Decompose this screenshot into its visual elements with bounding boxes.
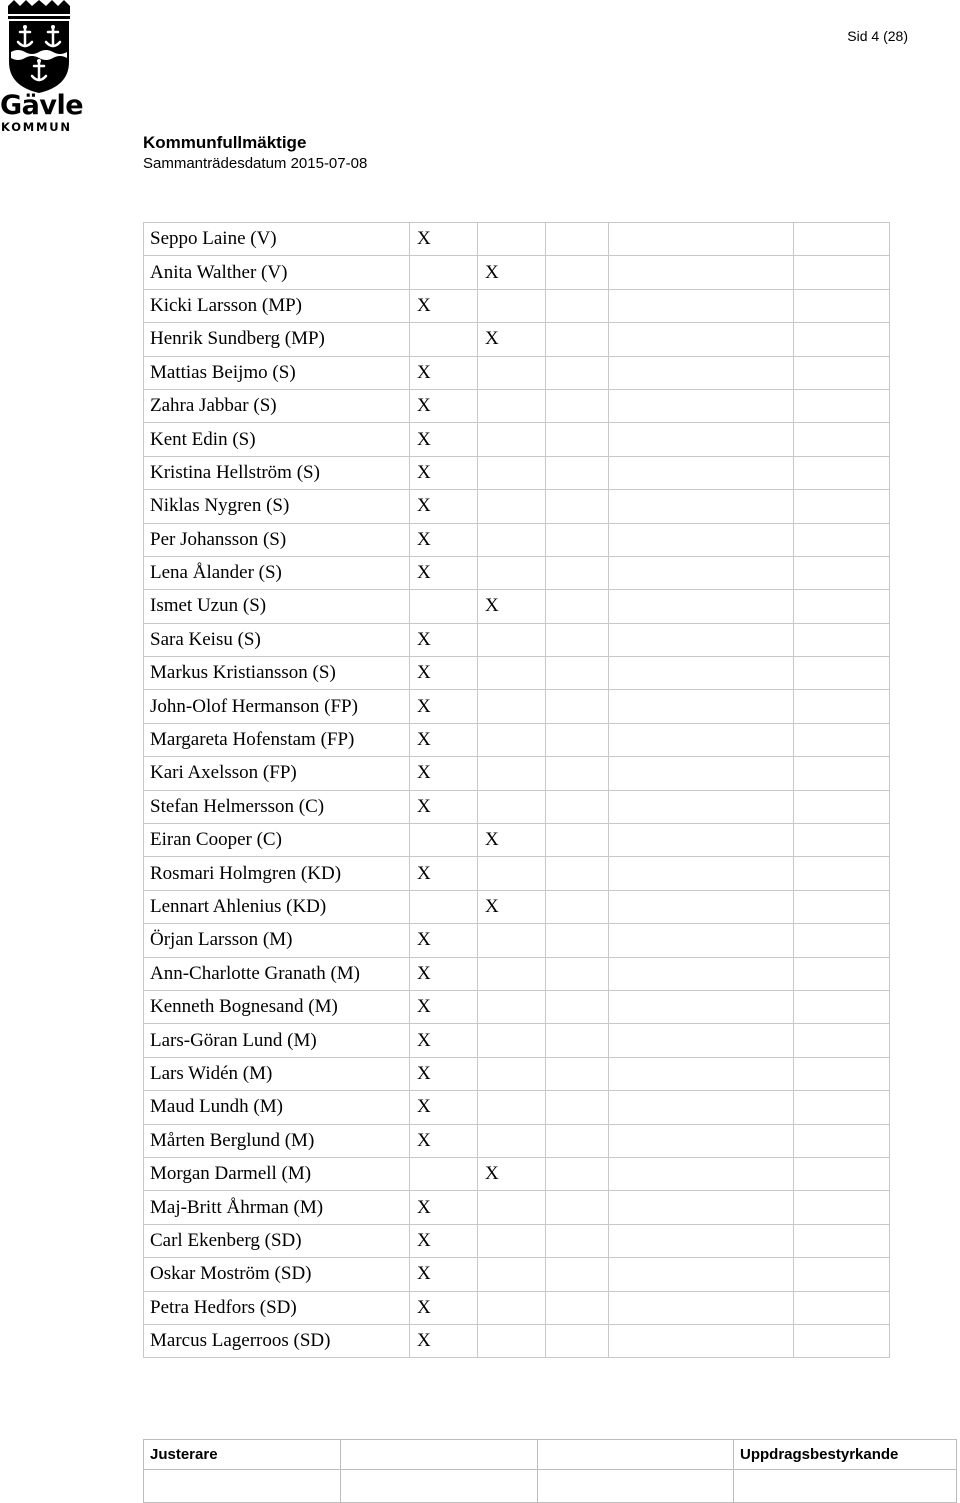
member-name: Mårten Berglund (M)	[144, 1124, 410, 1157]
vote-empty-cell	[794, 556, 890, 589]
vote-empty-cell	[546, 990, 609, 1023]
member-name: Niklas Nygren (S)	[144, 490, 410, 523]
vote-yes-cell	[410, 824, 478, 857]
document-title: Kommunfullmäktige	[143, 133, 307, 152]
vote-empty-cell	[609, 957, 794, 990]
coat-of-arms-icon	[0, 0, 78, 95]
vote-empty-cell	[546, 256, 609, 289]
member-name: Kristina Hellström (S)	[144, 456, 410, 489]
signature-cell-empty	[538, 1440, 734, 1470]
vote-empty-cell	[609, 1057, 794, 1090]
table-row	[144, 456, 890, 489]
meeting-date: Sammanträdesdatum 2015-07-08	[143, 155, 368, 172]
member-name: Kicki Larsson (MP)	[144, 289, 410, 322]
member-name: Kari Axelsson (FP)	[144, 757, 410, 790]
vote-yes-cell: X	[410, 1091, 478, 1124]
vote-empty-cell	[546, 289, 609, 322]
vote-empty-cell	[609, 824, 794, 857]
vote-empty-cell	[546, 523, 609, 556]
vote-yes-cell: X	[410, 790, 478, 823]
table-row	[144, 857, 890, 890]
table-row	[144, 1057, 890, 1090]
vote-empty-cell	[794, 723, 890, 756]
vote-no-cell	[478, 223, 546, 256]
vote-no-cell	[478, 857, 546, 890]
vote-empty-cell	[546, 590, 609, 623]
vote-empty-cell	[546, 690, 609, 723]
vote-empty-cell	[609, 590, 794, 623]
member-name: Lennart Ahlenius (KD)	[144, 890, 410, 923]
member-name: Margareta Hofenstam (FP)	[144, 723, 410, 756]
vote-yes-cell: X	[410, 1124, 478, 1157]
vote-empty-cell	[794, 1024, 890, 1057]
vote-empty-cell	[609, 356, 794, 389]
vote-no-cell: X	[478, 323, 546, 356]
table-row	[144, 389, 890, 422]
vote-yes-cell: X	[410, 556, 478, 589]
vote-empty-cell	[609, 990, 794, 1023]
member-name: Marcus Lagerroos (SD)	[144, 1324, 410, 1357]
vote-no-cell	[478, 389, 546, 422]
table-row	[144, 1258, 890, 1291]
vote-empty-cell	[609, 1124, 794, 1157]
vote-empty-cell	[546, 723, 609, 756]
member-name: Ismet Uzun (S)	[144, 590, 410, 623]
vote-yes-cell: X	[410, 223, 478, 256]
member-name: Seppo Laine (V)	[144, 223, 410, 256]
vote-no-cell	[478, 1024, 546, 1057]
vote-empty-cell	[794, 924, 890, 957]
vote-table	[143, 222, 890, 1358]
vote-empty-cell	[794, 1324, 890, 1357]
vote-no-cell	[478, 623, 546, 656]
vote-no-cell: X	[478, 256, 546, 289]
signature-box	[538, 1470, 734, 1503]
vote-yes-cell: X	[410, 924, 478, 957]
member-name: Lars-Göran Lund (M)	[144, 1024, 410, 1057]
table-row	[144, 556, 890, 589]
vote-empty-cell	[609, 924, 794, 957]
vote-empty-cell	[546, 1191, 609, 1224]
table-row	[144, 1124, 890, 1157]
vote-no-cell	[478, 1224, 546, 1257]
vote-yes-cell	[410, 1157, 478, 1190]
vote-empty-cell	[546, 556, 609, 589]
vote-yes-cell: X	[410, 423, 478, 456]
vote-yes-cell: X	[410, 523, 478, 556]
vote-empty-cell	[794, 323, 890, 356]
vote-empty-cell	[794, 490, 890, 523]
vote-empty-cell	[609, 757, 794, 790]
vote-empty-cell	[609, 890, 794, 923]
vote-empty-cell	[546, 423, 609, 456]
vote-no-cell	[478, 1291, 546, 1324]
table-row	[144, 1024, 890, 1057]
vote-no-cell	[478, 1191, 546, 1224]
vote-empty-cell	[546, 1024, 609, 1057]
table-row	[144, 957, 890, 990]
vote-empty-cell	[794, 990, 890, 1023]
vote-empty-cell	[609, 389, 794, 422]
vote-empty-cell	[546, 1224, 609, 1257]
vote-empty-cell	[794, 456, 890, 489]
member-name: Kent Edin (S)	[144, 423, 410, 456]
vote-empty-cell	[546, 857, 609, 890]
vote-empty-cell	[546, 824, 609, 857]
vote-empty-cell	[794, 523, 890, 556]
vote-empty-cell	[609, 1291, 794, 1324]
vote-empty-cell	[609, 490, 794, 523]
vote-yes-cell: X	[410, 289, 478, 322]
vote-yes-cell	[410, 323, 478, 356]
vote-no-cell	[478, 957, 546, 990]
vote-yes-cell: X	[410, 490, 478, 523]
member-name: Kenneth Bognesand (M)	[144, 990, 410, 1023]
vote-empty-cell	[546, 924, 609, 957]
signature-cell-empty	[341, 1440, 538, 1470]
member-name: Per Johansson (S)	[144, 523, 410, 556]
table-row	[144, 490, 890, 523]
justerare-label: Justerare	[144, 1440, 341, 1470]
gavle-kommun-logo	[0, 0, 84, 135]
vote-empty-cell	[546, 1124, 609, 1157]
vote-empty-cell	[794, 757, 890, 790]
vote-empty-cell	[609, 723, 794, 756]
table-row	[144, 423, 890, 456]
vote-empty-cell	[794, 1091, 890, 1124]
table-row	[144, 1157, 890, 1190]
vote-yes-cell	[410, 256, 478, 289]
vote-yes-cell: X	[410, 657, 478, 690]
vote-empty-cell	[546, 490, 609, 523]
vote-no-cell	[478, 490, 546, 523]
vote-no-cell	[478, 456, 546, 489]
vote-yes-cell: X	[410, 1024, 478, 1057]
vote-yes-cell	[410, 890, 478, 923]
vote-yes-cell: X	[410, 723, 478, 756]
vote-empty-cell	[794, 1057, 890, 1090]
table-row	[144, 890, 890, 923]
vote-empty-cell	[546, 1291, 609, 1324]
vote-no-cell	[478, 790, 546, 823]
vote-no-cell	[478, 423, 546, 456]
vote-no-cell	[478, 1091, 546, 1124]
member-name: Eiran Cooper (C)	[144, 824, 410, 857]
table-row	[144, 757, 890, 790]
vote-empty-cell	[546, 223, 609, 256]
table-row	[144, 356, 890, 389]
member-name: Lars Widén (M)	[144, 1057, 410, 1090]
vote-no-cell: X	[478, 1157, 546, 1190]
vote-empty-cell	[609, 657, 794, 690]
vote-empty-cell	[546, 657, 609, 690]
vote-empty-cell	[794, 256, 890, 289]
member-name: Rosmari Holmgren (KD)	[144, 857, 410, 890]
member-name: Maud Lundh (M)	[144, 1091, 410, 1124]
vote-empty-cell	[546, 389, 609, 422]
member-name: Markus Kristiansson (S)	[144, 657, 410, 690]
vote-empty-cell	[794, 1291, 890, 1324]
vote-empty-cell	[609, 623, 794, 656]
vote-no-cell	[478, 556, 546, 589]
vote-empty-cell	[794, 223, 890, 256]
vote-yes-cell: X	[410, 990, 478, 1023]
member-name: Sara Keisu (S)	[144, 623, 410, 656]
vote-yes-cell: X	[410, 1191, 478, 1224]
table-row	[144, 1291, 890, 1324]
vote-no-cell: X	[478, 890, 546, 923]
logo-subtitle: KOMMUN	[1, 120, 72, 134]
vote-empty-cell	[546, 1157, 609, 1190]
member-name: Stefan Helmersson (C)	[144, 790, 410, 823]
vote-no-cell	[478, 723, 546, 756]
vote-yes-cell: X	[410, 389, 478, 422]
member-name: Maj-Britt Åhrman (M)	[144, 1191, 410, 1224]
vote-yes-cell: X	[410, 1324, 478, 1357]
vote-empty-cell	[609, 256, 794, 289]
vote-empty-cell	[609, 857, 794, 890]
table-row	[144, 824, 890, 857]
vote-empty-cell	[794, 1224, 890, 1257]
member-name: Zahra Jabbar (S)	[144, 389, 410, 422]
vote-yes-cell: X	[410, 1258, 478, 1291]
table-row	[144, 1191, 890, 1224]
vote-empty-cell	[794, 423, 890, 456]
vote-yes-cell: X	[410, 957, 478, 990]
table-row	[144, 924, 890, 957]
vote-empty-cell	[546, 957, 609, 990]
vote-empty-cell	[609, 1258, 794, 1291]
vote-empty-cell	[546, 757, 609, 790]
vote-no-cell	[478, 1324, 546, 1357]
vote-yes-cell: X	[410, 1224, 478, 1257]
vote-no-cell	[478, 1057, 546, 1090]
vote-empty-cell	[609, 223, 794, 256]
table-row	[144, 256, 890, 289]
vote-empty-cell	[609, 456, 794, 489]
vote-empty-cell	[546, 1091, 609, 1124]
member-name: Morgan Darmell (M)	[144, 1157, 410, 1190]
member-name: Örjan Larsson (M)	[144, 924, 410, 957]
member-name: Lena Ålander (S)	[144, 556, 410, 589]
member-name: Carl Ekenberg (SD)	[144, 1224, 410, 1257]
vote-yes-cell: X	[410, 1057, 478, 1090]
vote-no-cell	[478, 289, 546, 322]
vote-empty-cell	[794, 957, 890, 990]
vote-empty-cell	[546, 1324, 609, 1357]
page-number: Sid 4 (28)	[847, 28, 908, 44]
vote-empty-cell	[609, 1091, 794, 1124]
signature-box	[144, 1470, 341, 1503]
table-row	[144, 1224, 890, 1257]
member-name: John-Olof Hermanson (FP)	[144, 690, 410, 723]
vote-empty-cell	[609, 323, 794, 356]
vote-no-cell	[478, 757, 546, 790]
vote-no-cell	[478, 990, 546, 1023]
table-row	[144, 623, 890, 656]
vote-empty-cell	[794, 890, 890, 923]
vote-no-cell	[478, 356, 546, 389]
member-name: Ann-Charlotte Granath (M)	[144, 957, 410, 990]
table-row	[144, 790, 890, 823]
vote-empty-cell	[609, 1324, 794, 1357]
vote-empty-cell	[609, 1157, 794, 1190]
vote-no-cell	[478, 690, 546, 723]
table-row	[144, 1324, 890, 1357]
signature-table	[143, 1439, 957, 1503]
table-row	[144, 690, 890, 723]
vote-empty-cell	[546, 323, 609, 356]
vote-yes-cell: X	[410, 356, 478, 389]
vote-empty-cell	[794, 657, 890, 690]
vote-empty-cell	[794, 1191, 890, 1224]
vote-empty-cell	[609, 690, 794, 723]
vote-empty-cell	[546, 890, 609, 923]
logo-wordmark: Gävle	[0, 90, 84, 121]
table-row	[144, 723, 890, 756]
vote-empty-cell	[609, 289, 794, 322]
member-name: Mattias Beijmo (S)	[144, 356, 410, 389]
uppdragsbestyrkande-label: Uppdragsbestyrkande	[734, 1440, 957, 1470]
table-row	[144, 590, 890, 623]
vote-yes-cell: X	[410, 757, 478, 790]
vote-table-body	[144, 223, 890, 1358]
vote-no-cell: X	[478, 590, 546, 623]
vote-empty-cell	[609, 1024, 794, 1057]
table-row	[144, 1091, 890, 1124]
vote-empty-cell	[546, 790, 609, 823]
vote-empty-cell	[609, 423, 794, 456]
vote-empty-cell	[794, 623, 890, 656]
vote-empty-cell	[794, 1124, 890, 1157]
vote-no-cell	[478, 523, 546, 556]
vote-yes-cell: X	[410, 456, 478, 489]
table-row	[144, 223, 890, 256]
vote-yes-cell	[410, 590, 478, 623]
vote-empty-cell	[609, 556, 794, 589]
vote-empty-cell	[546, 456, 609, 489]
table-row	[144, 289, 890, 322]
vote-empty-cell	[609, 1224, 794, 1257]
member-name: Henrik Sundberg (MP)	[144, 323, 410, 356]
vote-empty-cell	[546, 1258, 609, 1291]
signature-box	[734, 1470, 957, 1503]
vote-empty-cell	[794, 1258, 890, 1291]
vote-yes-cell: X	[410, 623, 478, 656]
vote-empty-cell	[794, 389, 890, 422]
vote-empty-cell	[794, 1157, 890, 1190]
table-row	[144, 990, 890, 1023]
member-name: Oskar Moström (SD)	[144, 1258, 410, 1291]
vote-empty-cell	[794, 356, 890, 389]
vote-yes-cell: X	[410, 1291, 478, 1324]
vote-empty-cell	[794, 690, 890, 723]
vote-no-cell	[478, 1124, 546, 1157]
signature-box	[341, 1470, 538, 1503]
vote-empty-cell	[794, 590, 890, 623]
vote-no-cell: X	[478, 824, 546, 857]
vote-no-cell	[478, 657, 546, 690]
vote-empty-cell	[794, 824, 890, 857]
member-name: Anita Walther (V)	[144, 256, 410, 289]
table-row	[144, 657, 890, 690]
vote-no-cell	[478, 1258, 546, 1291]
vote-yes-cell: X	[410, 690, 478, 723]
vote-empty-cell	[546, 356, 609, 389]
vote-empty-cell	[794, 790, 890, 823]
vote-empty-cell	[794, 857, 890, 890]
vote-empty-cell	[794, 289, 890, 322]
vote-empty-cell	[546, 623, 609, 656]
vote-empty-cell	[609, 523, 794, 556]
table-row	[144, 523, 890, 556]
vote-empty-cell	[609, 790, 794, 823]
vote-yes-cell: X	[410, 857, 478, 890]
table-row	[144, 323, 890, 356]
member-name: Petra Hedfors (SD)	[144, 1291, 410, 1324]
vote-empty-cell	[546, 1057, 609, 1090]
vote-no-cell	[478, 924, 546, 957]
vote-empty-cell	[609, 1191, 794, 1224]
